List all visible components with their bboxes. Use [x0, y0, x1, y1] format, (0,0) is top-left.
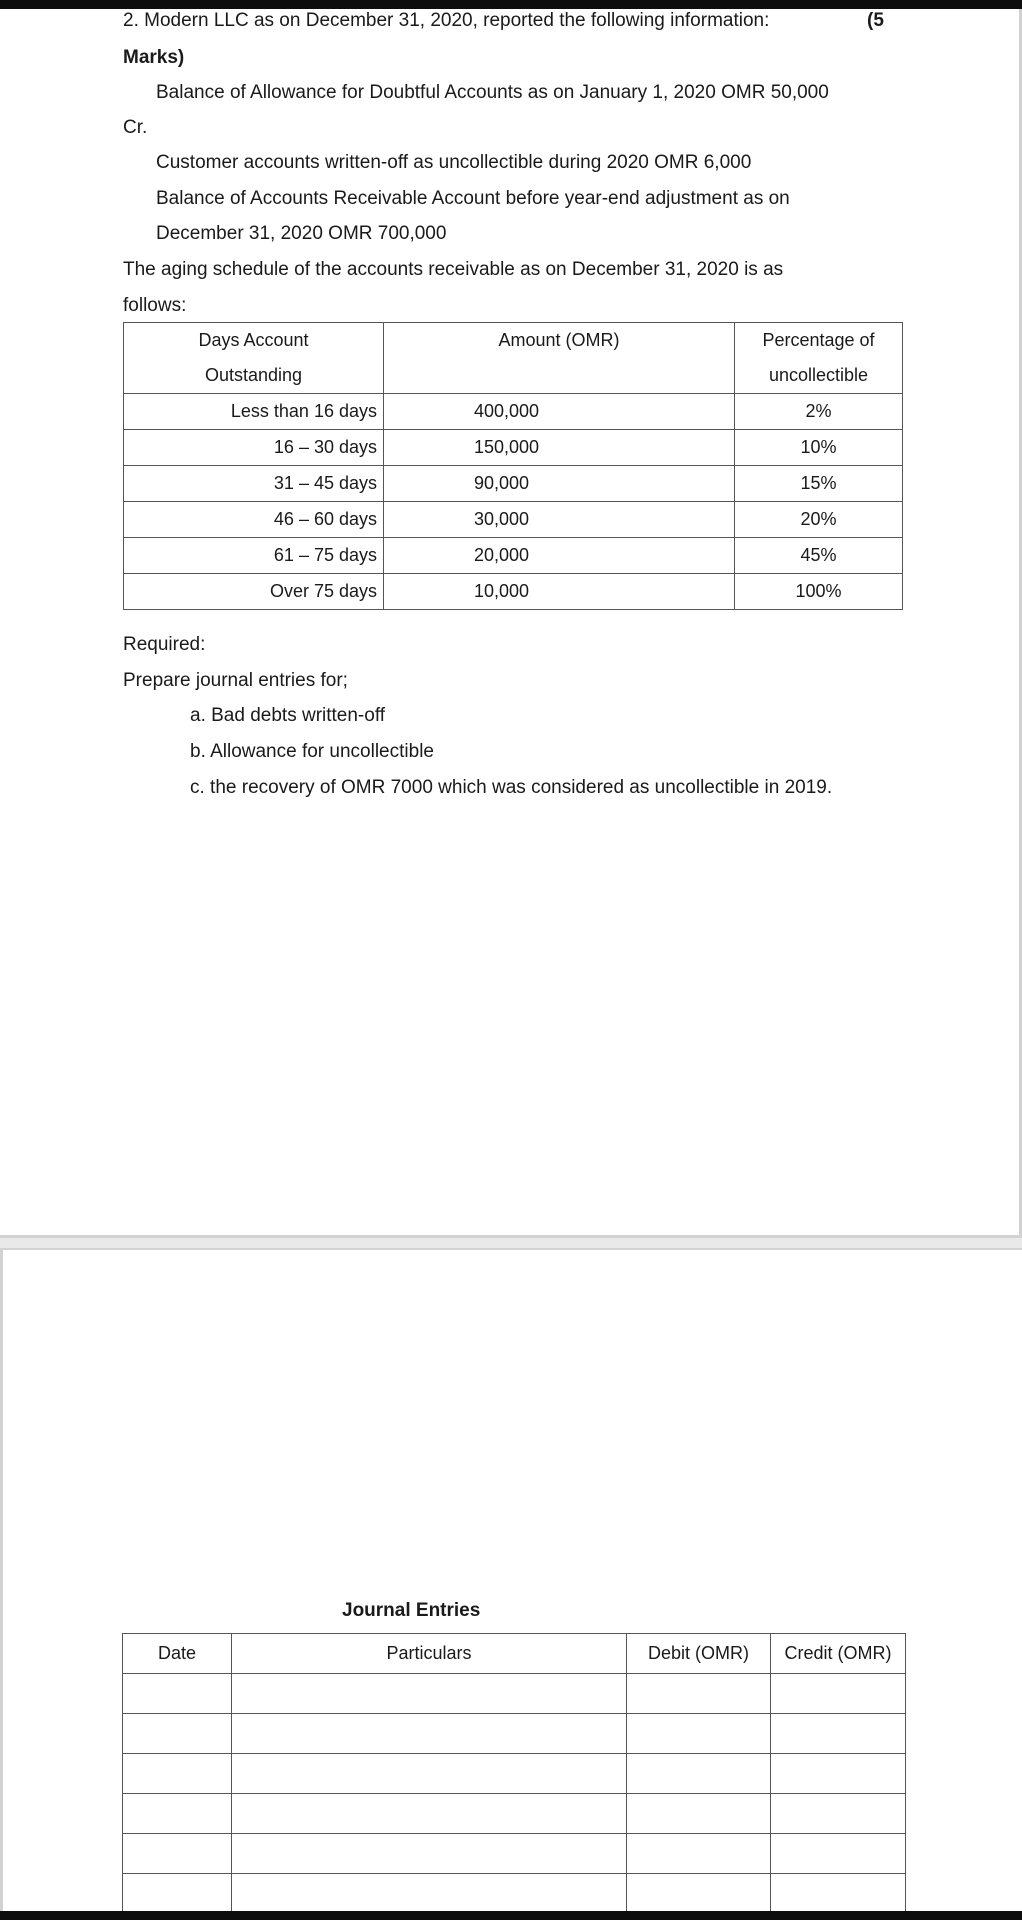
credit-cell[interactable] [771, 1714, 906, 1754]
percentage-header [735, 323, 903, 394]
percentage-cell: 10% [735, 430, 903, 466]
table-row [124, 538, 903, 574]
date-cell[interactable] [123, 1874, 232, 1914]
ar-balance-line-2: December 31, 2020 OMR 700,000 [156, 223, 447, 244]
question-page [0, 9, 1022, 1238]
amount-cell: 400,000 [384, 394, 735, 430]
debit-cell[interactable] [627, 1714, 771, 1754]
credit-header: Credit (OMR) [771, 1634, 906, 1674]
days-header-line-1: Days Account [198, 330, 309, 350]
required-item-b: b. Allowance for uncollectible [190, 741, 434, 762]
particulars-cell[interactable] [232, 1754, 627, 1794]
question-line-1: 2. Modern LLC as on December 31, 2020, reported the following information: [123, 10, 770, 31]
amount-cell: 10,000 [384, 574, 735, 610]
percentage-cell: 100% [735, 574, 903, 610]
credit-cell[interactable] [771, 1754, 906, 1794]
journal-entries-table [122, 1633, 906, 1914]
particulars-header: Particulars [232, 1634, 627, 1674]
particulars-cell[interactable] [232, 1874, 627, 1914]
days-cell: 46 – 60 days [124, 502, 384, 538]
credit-cell[interactable] [771, 1874, 906, 1914]
required-item-a: a. Bad debts written-off [190, 705, 386, 726]
table-row [124, 394, 903, 430]
date-cell[interactable] [123, 1674, 232, 1714]
date-cell[interactable] [123, 1834, 232, 1874]
date-header: Date [123, 1634, 232, 1674]
debit-cell[interactable] [627, 1794, 771, 1834]
debit-cell[interactable] [627, 1874, 771, 1914]
days-header-line-2: Outstanding [204, 365, 303, 385]
bottom-edge-bar [0, 1911, 1022, 1920]
amount-cell: 150,000 [384, 430, 735, 466]
percentage-cell: 15% [735, 466, 903, 502]
page-gap [0, 1238, 1022, 1248]
date-cell[interactable] [123, 1794, 232, 1834]
marks-label-close: Marks) [123, 47, 185, 68]
credit-cell[interactable] [771, 1794, 906, 1834]
journal-row [123, 1714, 906, 1754]
pct-header-line-1: Percentage of [762, 330, 875, 350]
table-row [124, 466, 903, 502]
particulars-cell[interactable] [232, 1834, 627, 1874]
aging-schedule-table [123, 322, 903, 610]
percentage-cell: 2% [735, 394, 903, 430]
credit-cell[interactable] [771, 1674, 906, 1714]
credit-label: Cr. [123, 117, 148, 138]
particulars-cell[interactable] [232, 1794, 627, 1834]
table-row [124, 502, 903, 538]
required-instruction: Prepare journal entries for; [123, 670, 348, 691]
required-item-c: c. the recovery of OMR 7000 which was considered as uncollectible in 2019. [190, 777, 833, 798]
date-cell[interactable] [123, 1754, 232, 1794]
table-row [124, 574, 903, 610]
debit-cell[interactable] [627, 1674, 771, 1714]
journal-header-row [123, 1634, 906, 1674]
journal-row [123, 1674, 906, 1714]
days-outstanding-header [124, 323, 384, 394]
journal-row [123, 1834, 906, 1874]
aging-intro-line-1: The aging schedule of the accounts receivable as on December 31, 2020 is as [123, 259, 784, 280]
table-row [124, 430, 903, 466]
required-heading: Required: [123, 634, 206, 655]
particulars-cell[interactable] [232, 1714, 627, 1754]
allowance-balance-line: Balance of Allowance for Doubtful Accounts as on January 1, 2020 OMR 50,000 [156, 82, 829, 103]
days-cell: 16 – 30 days [124, 430, 384, 466]
days-cell: Over 75 days [124, 574, 384, 610]
debit-cell[interactable] [627, 1754, 771, 1794]
days-cell: 31 – 45 days [124, 466, 384, 502]
marks-label-open: (5 [867, 10, 884, 31]
days-cell: Less than 16 days [124, 394, 384, 430]
top-edge-bar [0, 0, 1022, 9]
debit-header: Debit (OMR) [627, 1634, 771, 1674]
journal-row [123, 1794, 906, 1834]
written-off-line: Customer accounts written-off as uncollectible during 2020 OMR 6,000 [156, 152, 752, 173]
credit-cell[interactable] [771, 1834, 906, 1874]
amount-cell: 90,000 [384, 466, 735, 502]
journal-title: Journal Entries [342, 1600, 481, 1621]
amount-header: Amount (OMR) [384, 323, 735, 394]
amount-cell: 20,000 [384, 538, 735, 574]
aging-intro-line-2: follows: [123, 295, 187, 316]
pct-header-line-2: uncollectible [768, 365, 869, 385]
journal-row [123, 1754, 906, 1794]
ar-balance-line-1: Balance of Accounts Receivable Account before year-end adjustment as on [156, 188, 790, 209]
date-cell[interactable] [123, 1714, 232, 1754]
particulars-cell[interactable] [232, 1674, 627, 1714]
amount-cell: 30,000 [384, 502, 735, 538]
percentage-cell: 20% [735, 502, 903, 538]
journal-row [123, 1874, 906, 1914]
aging-header-row [124, 323, 903, 394]
debit-cell[interactable] [627, 1834, 771, 1874]
percentage-cell: 45% [735, 538, 903, 574]
days-cell: 61 – 75 days [124, 538, 384, 574]
